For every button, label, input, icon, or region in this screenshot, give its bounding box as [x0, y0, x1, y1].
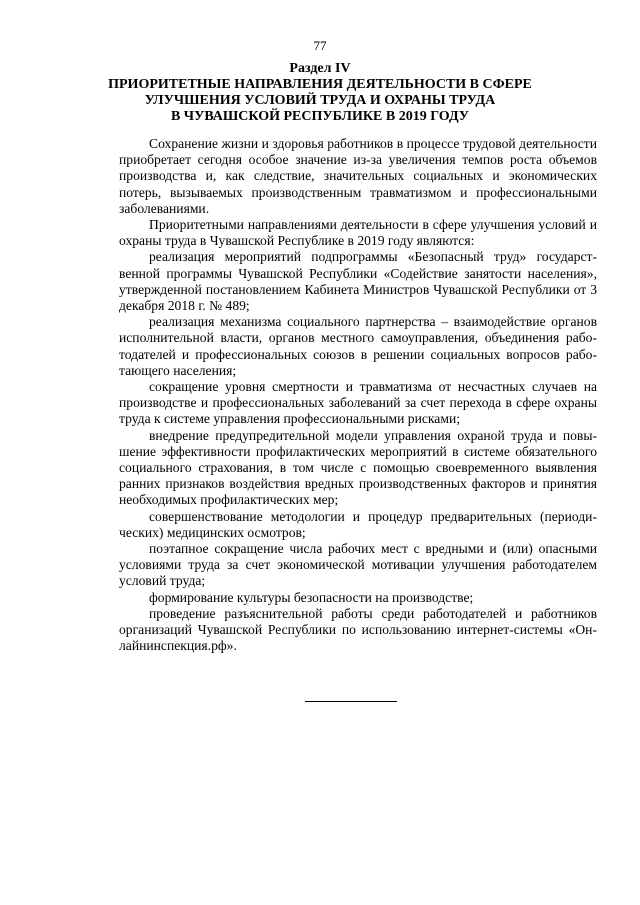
- priority-item: поэтапное сокращение числа рабочих мест с вредными и (или) опасными условиями труда за счет экономической мотивации улучшения работодателем условий труда;: [119, 541, 597, 589]
- section-title-line: УЛУЧШЕНИЯ УСЛОВИЙ ТРУДА И ОХРАНЫ ТРУДА: [144, 93, 496, 108]
- priority-item: сокращение уровня смертности и травматизма от несчастных случаев на производстве и профессиональных заболеваний за счет перехода в сфере охраны труда к системе управления профессиональными рисками;: [119, 379, 597, 427]
- intro-paragraph: Сохранение жизни и здоровья работников в процессе трудовой деятельности приобретает сегодня особое значение из-за увеличения темпов роста объемов производства и, как следствие, значительных социальных и экономических потерь, вызываемых производственным травматизмом и профессиональными заболеваниями.: [119, 136, 597, 216]
- priority-item: проведение разъяснительной работы среди работодателей и работников организаций Чувашской Республики по использованию интернет-системы «Онлайнинспекция.рф».: [119, 605, 597, 654]
- section-title: [80, 77, 560, 125]
- section-label: Раздел IV: [289, 61, 351, 76]
- section-title-line: В ЧУВАШСКОЙ РЕСПУБЛИКЕ В 2019 ГОДУ: [170, 109, 470, 124]
- priority-item: реализация мероприятий подпрограммы «Безопасный труд» государственной программы Чувашской Республики «Содействие занятости населения», утвержденной постановлением Кабинета Министров Чувашской Республики от 3 декабря 2018 г. № 489;: [119, 249, 597, 314]
- end-divider: [305, 701, 397, 702]
- priority-item: внедрение предупредительной модели управления охраной труда и повышение эффективности профилактических мероприятий в системе обязательного социального страхования, в том числе с помощью своевременного выявления ранних признаков воздействия вредных производственных факторов и принятия необходимых профилактических мер;: [119, 427, 597, 508]
- section-title-line: ПРИОРИТЕТНЫЕ НАПРАВЛЕНИЯ ДЕЯТЕЛЬНОСТИ В СФЕРЕ: [108, 77, 532, 92]
- body-text: [119, 136, 597, 655]
- priority-item: совершенствование методологии и процедур предварительных (периодических) медицинских осмотров;: [119, 508, 597, 540]
- priorities-intro-paragraph: Приоритетными направлениями деятельности в сфере улучшения условий и охраны труда в Чувашской Республике в 2019 году являются:: [119, 217, 597, 249]
- page-number: 77: [313, 38, 327, 53]
- priority-item: формирование культуры безопасности на производстве;: [149, 589, 474, 605]
- priority-item: реализация механизма социального партнерства – взаимодействие органов исполнительной власти, органов местного самоуправления, объединения работодателей и профессиональных союзов в решении социальных вопросов работающего населения;: [119, 314, 597, 378]
